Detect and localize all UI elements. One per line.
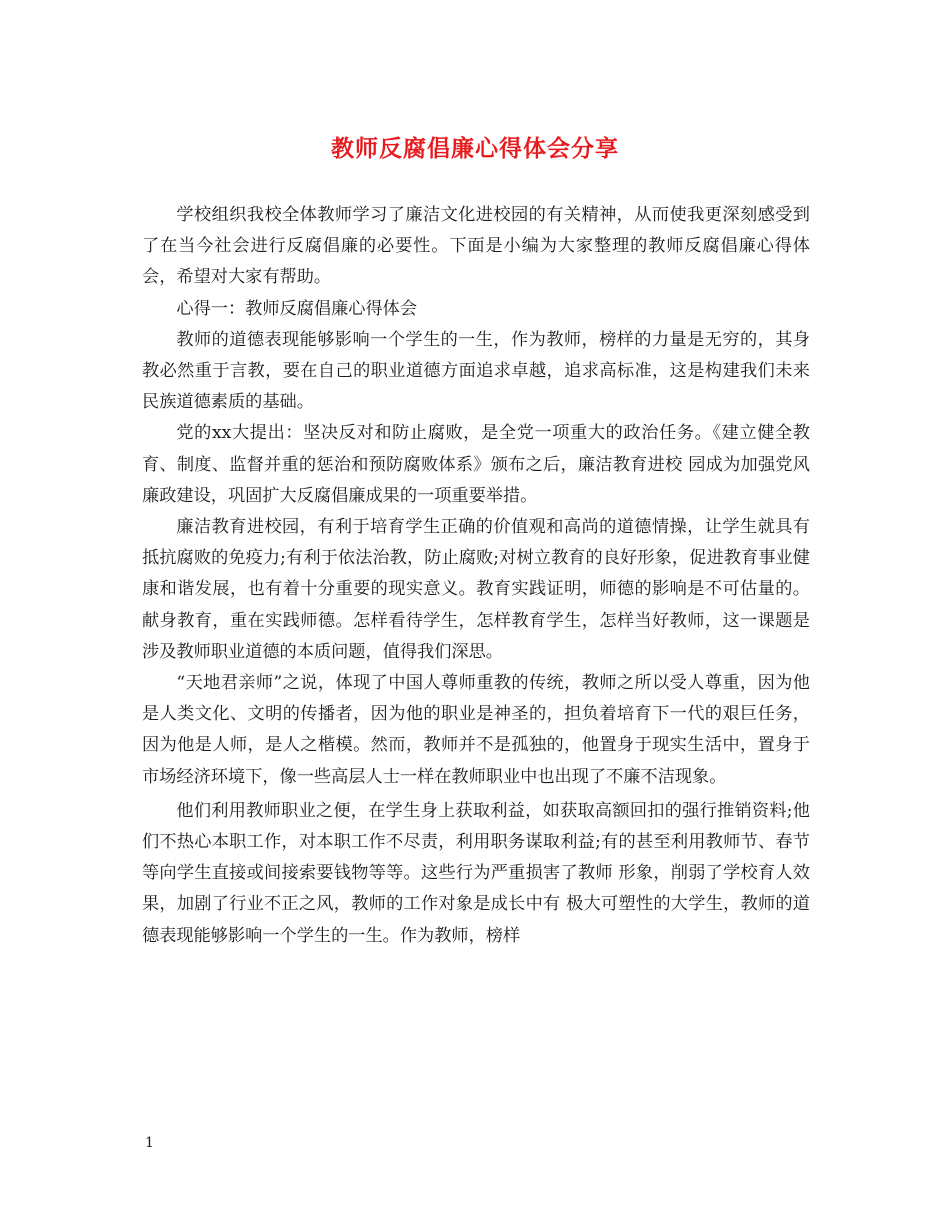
- page-number: 1: [145, 1135, 154, 1151]
- paragraph: 党的xx大提出：坚决反对和防止腐败，是全党一项重大的政治任务。《建立健全教育、制度、监督并重的惩治和预防腐败体系》颁布之后，廉洁教育进校 园成为加强党风廉政建设，巩固扩大反腐倡廉成果的一项重要举措。: [142, 423, 810, 506]
- paragraph: “天地君亲师”之说，体现了中国人尊师重教的传统，教师之所以受人尊重，因为他是人类文化、文明的传播者，因为他的职业是神圣的，担负着培育下一代的艰巨任务，因为他是人师，是人之楷模。然而，教师并不是孤独的，他置身于现实生活中，置身于市场经济环境下，像一些高层人士一样在教师职业中也出现了不廉不洁现象。: [142, 673, 810, 787]
- paragraph-intro: 学校组织我校全体教师学习了廉洁文化进校园的有关精神，从而使我更深刻感受到了在当今社会进行反腐倡廉的必要性。下面是小编为大家整理的教师反腐倡廉心得体会，希望对大家有帮助。: [142, 205, 810, 288]
- document-title: 教师反腐倡廉心得体会分享: [331, 135, 619, 162]
- paragraph: 他们利用教师职业之便，在学生身上获取利益，如获取高额回扣的强行推销资料;他们不热心本职工作，对本职工作不尽责，利用职务谋取利益;有的甚至利用教师节、春节等向学生直接或间接索要钱物等等。这些行为严重损害了教师 形象，削弱了学校育人效果，加剧了行业不正之风，教师的工作对象是成长中有 极大可塑性的大学生，教师的道德表现能够影响一个学生的一生。作为教师，榜样: [142, 800, 810, 946]
- document-body: [142, 200, 810, 952]
- paragraph: 廉洁教育进校园，有利于培育学生正确的价值观和高尚的道德情操，让学生就具有抵抗腐败的免疫力;有利于依法治教，防止腐败;对树立教育的良好形象，促进教育事业健康和谐发展，也有着十分重要的现实意义。教育实践证明，师德的影响是不可估量的。献身教育，重在实践师德。怎样看待学生，怎样教育学生，怎样当好教师，这一课题是涉及教师职业道德的本质问题，值得我们深思。: [142, 517, 810, 662]
- paragraph: 教师的道德表现能够影响一个学生的一生，作为教师，榜样的力量是无穷的，其身教必然重于言教，要在自己的职业道德方面追求卓越，追求高标准，这是构建我们未来民族道德素质的基础。: [142, 329, 810, 413]
- section-heading: 心得一：教师反腐倡廉心得体会: [176, 298, 418, 319]
